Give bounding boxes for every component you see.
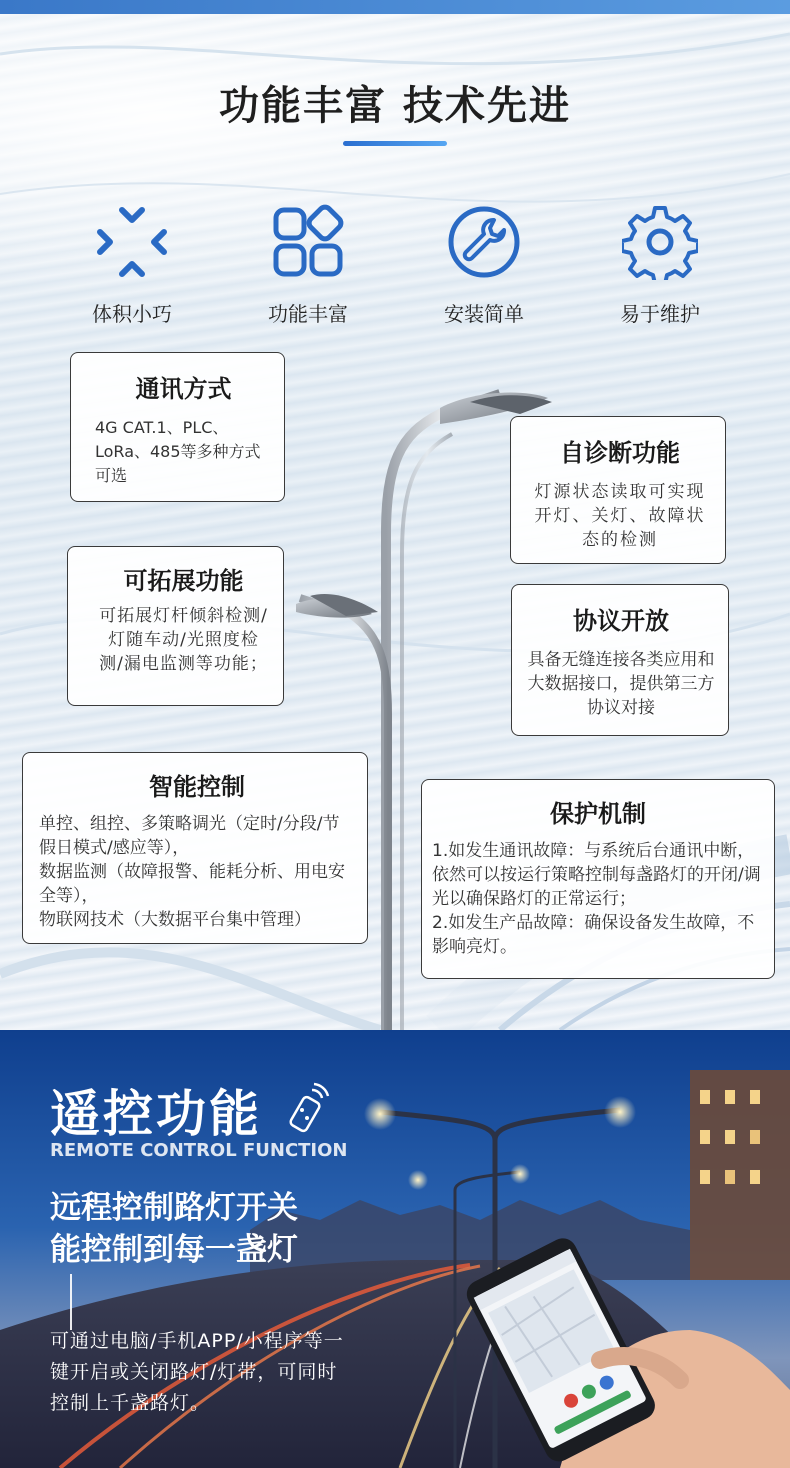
card-title: 可拓展功能 — [123, 567, 244, 595]
card-line: 2.如发生产品故障：确保设备发生故障，不影响亮灯。 — [432, 913, 755, 957]
wrench-icon — [446, 204, 522, 280]
card-title: 自诊断功能 — [560, 439, 680, 467]
top-color-strip — [0, 0, 790, 14]
card-protocol — [511, 584, 729, 736]
feature-label: 体积小巧 — [92, 302, 172, 326]
card-expansion — [67, 546, 284, 706]
feature-rich — [228, 204, 388, 327]
feature-maintain — [580, 204, 740, 327]
card-title: 通讯方式 — [135, 375, 232, 403]
feature-install — [404, 204, 564, 327]
remote-description: 可通过电脑/手机APP/小程序等一键开启或关闭路灯/灯带，可同时控制上千盏路灯。 — [50, 1330, 344, 1414]
features-section — [0, 14, 790, 1030]
feature-compact — [52, 204, 212, 327]
card-self-diagnosis — [510, 416, 726, 564]
card-body: 可拓展灯杆倾斜检测/灯随车动/光照度检测/漏电监测等功能； — [99, 606, 268, 674]
card-title: 协议开放 — [573, 607, 669, 635]
gear-icon — [622, 204, 698, 280]
card-line: 1.如发生通讯故障：与系统后台通讯中断，依然可以按运行策略控制每盏路灯的开闭/调光以确保路灯的正常运行； — [432, 841, 761, 909]
remote-control-section — [0, 1030, 790, 1468]
remote-subtitle: REMOTE CONTROL FUNCTION — [50, 1140, 348, 1161]
app-grid-icon — [270, 204, 346, 280]
feature-label: 易于维护 — [620, 302, 700, 326]
card-body: 灯源状态读取可实现开灯、关灯、故障状态的检测 — [534, 482, 706, 550]
remote-title: 遥控功能 — [50, 1085, 262, 1143]
feature-label: 功能丰富 — [268, 302, 348, 326]
card-line: 单控、组控、多策略调光（定时/分段/节假日模式/感应等）， — [39, 814, 340, 858]
page-title: 功能丰富 技术先进 — [219, 83, 571, 129]
card-communication — [70, 352, 285, 502]
feature-label: 安装简单 — [444, 302, 524, 326]
card-title: 保护机制 — [550, 800, 646, 828]
card-body: 具备无缝连接各类应用和大数据接口，提供第三方协议对接 — [527, 650, 715, 718]
remote-headline-2: 能控制到每一盏灯 — [50, 1232, 298, 1268]
remote-headline-1: 远程控制路灯开关 — [50, 1190, 298, 1226]
remote-control-icon — [286, 1082, 330, 1134]
divider-bar — [70, 1274, 72, 1330]
compact-arrows-icon — [94, 204, 170, 280]
card-smart-control — [22, 752, 368, 944]
card-line: 数据监测（故障报警、能耗分析、用电安全等）， — [39, 862, 345, 906]
card-title: 智能控制 — [149, 773, 245, 801]
card-body: 4G CAT.1、PLC、LoRa、485等多种方式可选 — [95, 418, 261, 485]
card-line: 物联网技术（大数据平台集中管理） — [39, 910, 311, 930]
card-protection — [421, 779, 775, 979]
